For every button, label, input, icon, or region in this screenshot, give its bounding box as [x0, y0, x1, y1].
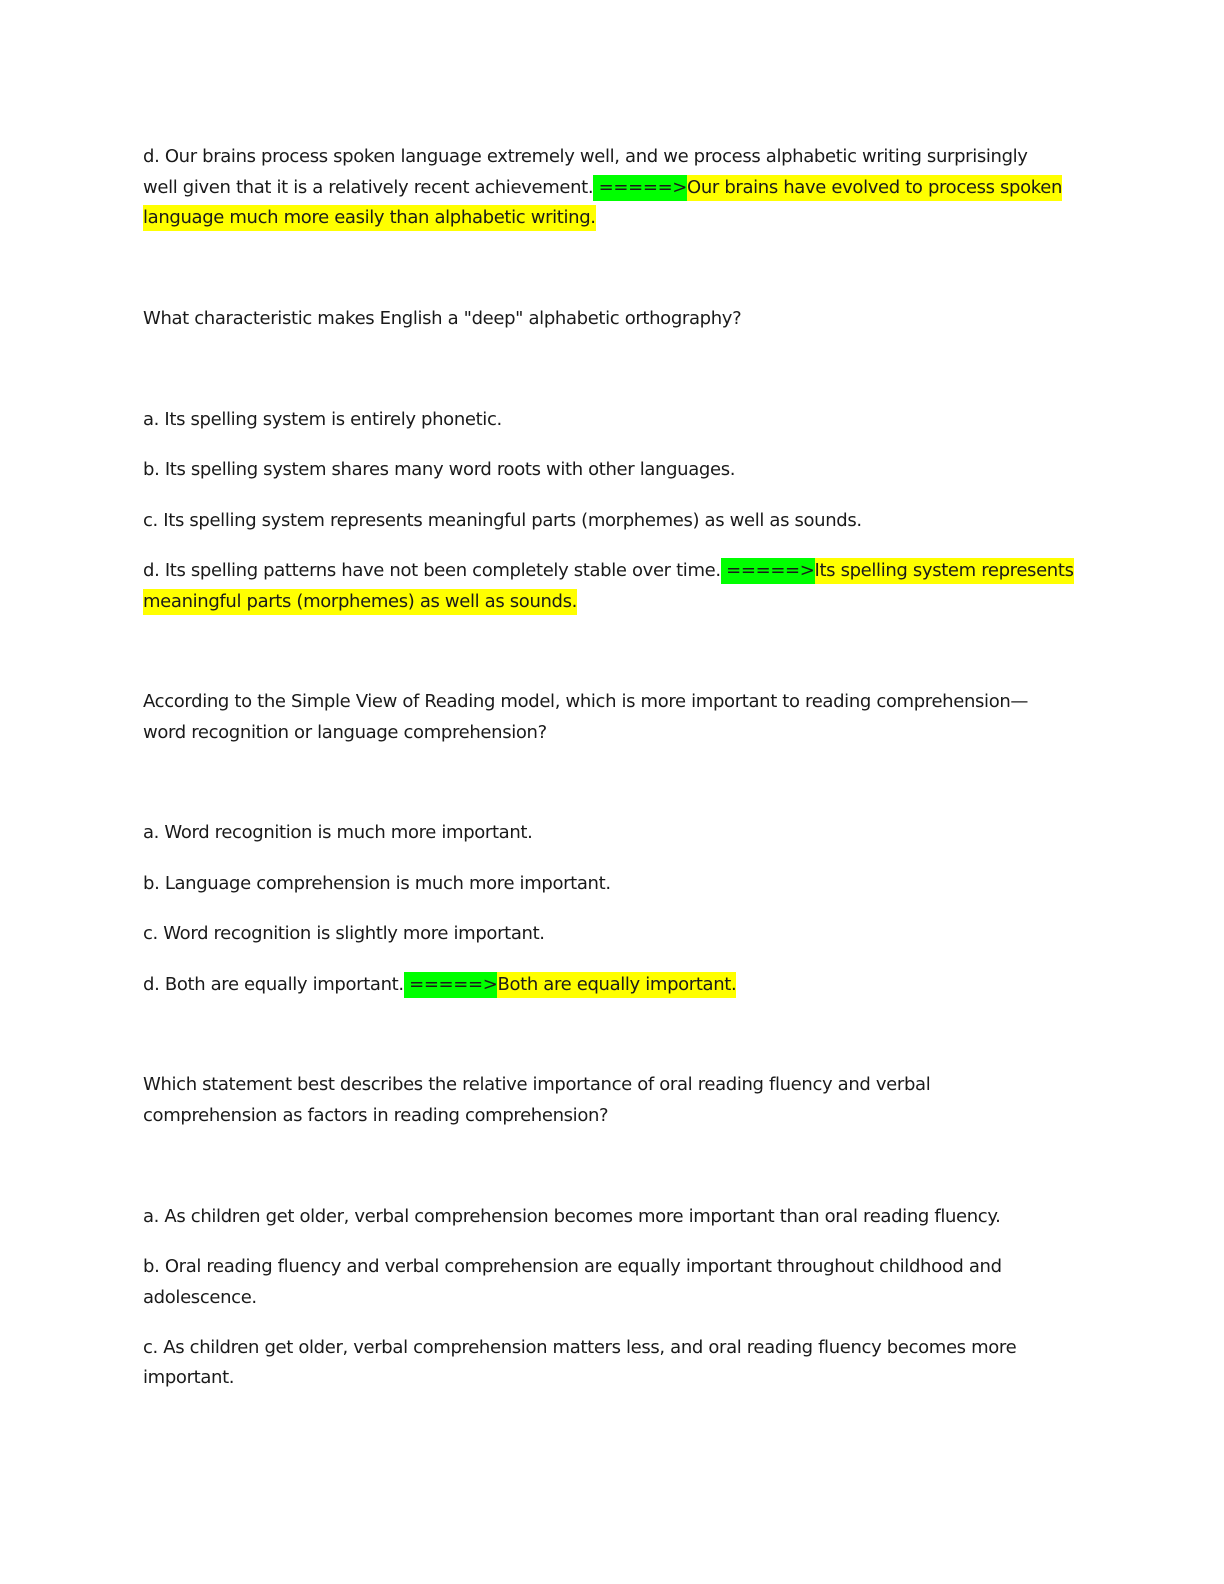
q2-question-line2: word recognition or language comprehension?: [143, 722, 547, 743]
q1-option-d-text: d. Its spelling patterns have not been completely stable over time.: [143, 560, 721, 581]
q2-option-d: [143, 973, 736, 997]
q1-answer-line1: Its spelling system represents: [815, 558, 1074, 584]
prev-option-d-line1: d. Our brains process spoken language extremely well, and we process alphabetic writing surprisingly: [143, 146, 1028, 167]
q3-question-line2: comprehension as factors in reading comprehension?: [143, 1105, 609, 1126]
q3-option-b-line2: adolescence.: [143, 1287, 257, 1308]
q2-option-c: c. Word recognition is slightly more important.: [143, 923, 545, 944]
q2-option-d-text: d. Both are equally important.: [143, 974, 404, 995]
q3-option-c-line2: important.: [143, 1367, 235, 1388]
q1-option-a: a. Its spelling system is entirely phonetic.: [143, 409, 502, 430]
q2-answer: Both are equally important.: [497, 972, 736, 998]
q3-option-c-line1: c. As children get older, verbal comprehension matters less, and oral reading fluency becomes more: [143, 1337, 1017, 1358]
q2-question-line1: According to the Simple View of Reading model, which is more important to reading comprehension—: [143, 691, 1029, 712]
prev-answer-line1: Our brains have evolved to process spoken: [687, 175, 1062, 201]
prev-answer-arrow: =====>: [593, 175, 687, 201]
prev-option-d-text: well given that it is a relatively recent achievement.: [143, 177, 594, 198]
q1-option-b: b. Its spelling system shares many word roots with other languages.: [143, 459, 736, 480]
q2-answer-arrow: =====>: [404, 972, 498, 998]
q1-option-c: c. Its spelling system represents meaningful parts (morphemes) as well as sounds.: [143, 510, 862, 531]
prev-option-d-line2: [143, 176, 1062, 200]
q3-option-b-line1: b. Oral reading fluency and verbal comprehension are equally important throughout childhood and: [143, 1256, 1002, 1277]
q3-option-a: a. As children get older, verbal comprehension becomes more important than oral reading fluency.: [143, 1206, 1001, 1227]
q1-answer-line2: meaningful parts (morphemes) as well as sounds.: [143, 590, 577, 614]
q1-answer-arrow: =====>: [721, 558, 815, 584]
q1-option-d: [143, 559, 1074, 583]
prev-answer-line2: language much more easily than alphabetic writing.: [143, 206, 596, 230]
q1-question: What characteristic makes English a "deep" alphabetic orthography?: [143, 308, 742, 329]
q2-option-b: b. Language comprehension is much more important.: [143, 873, 611, 894]
q2-option-a: a. Word recognition is much more important.: [143, 822, 533, 843]
q3-question-line1: Which statement best describes the relative importance of oral reading fluency and verbal: [143, 1074, 931, 1095]
